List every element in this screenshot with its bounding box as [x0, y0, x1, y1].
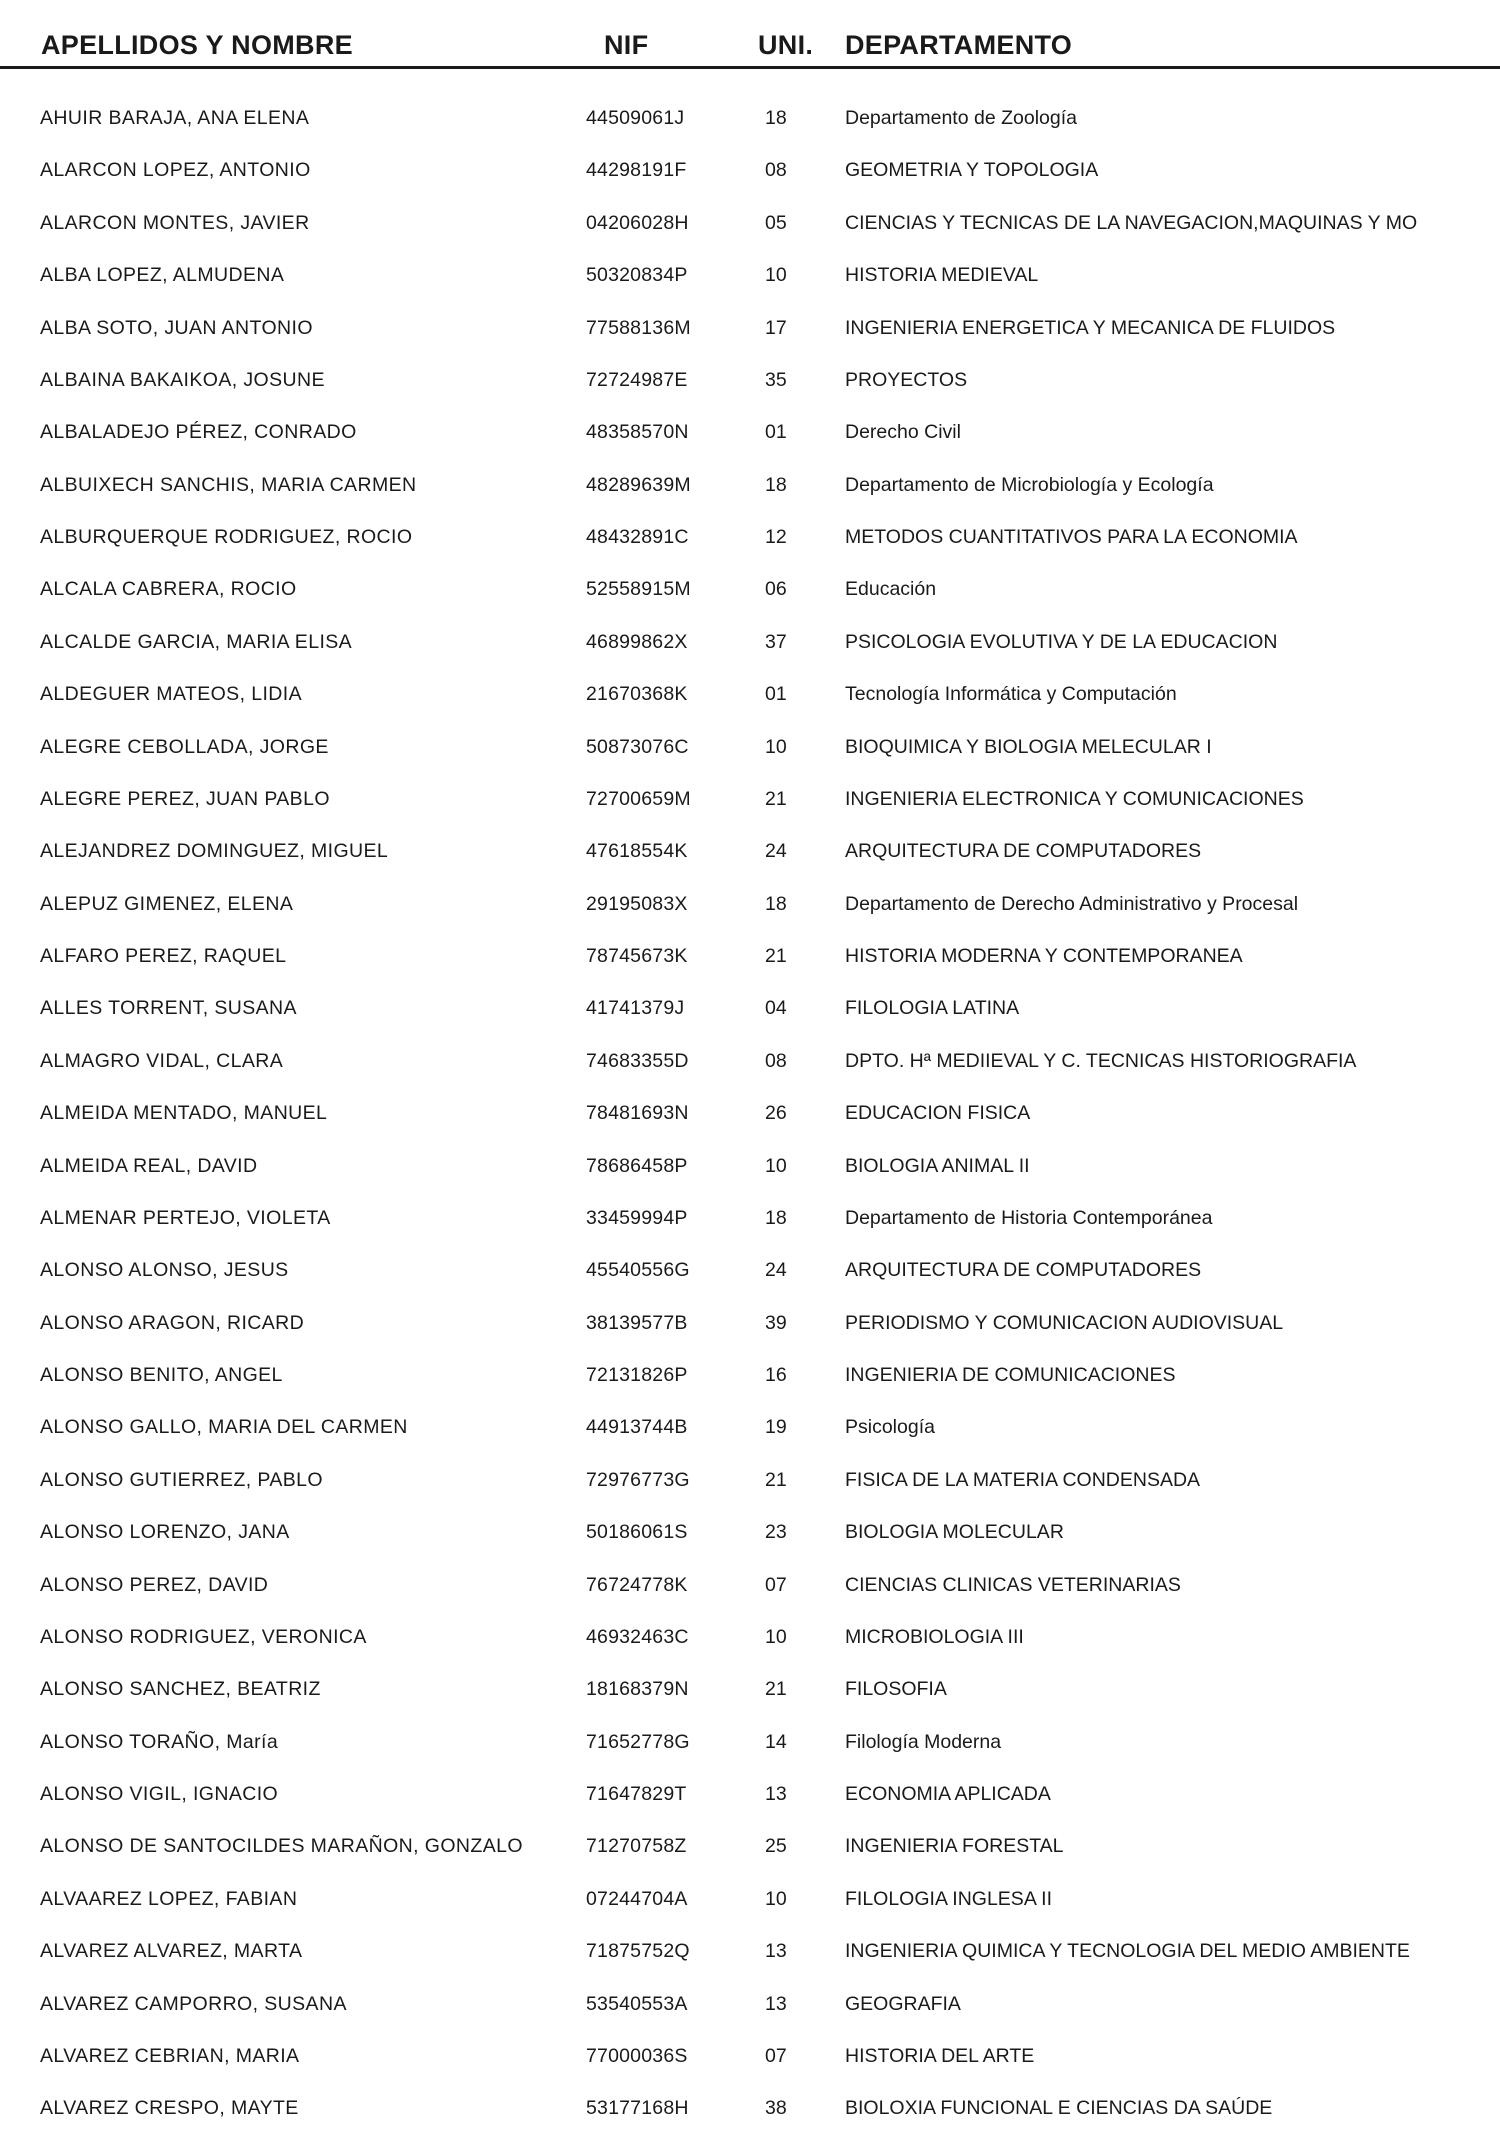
cell-uni: 21 — [765, 1678, 787, 1701]
cell-nif: 74683355D — [586, 1049, 689, 1072]
cell-uni: 18 — [765, 892, 787, 915]
cell-name: ALMEIDA MENTADO, MANUEL — [40, 1102, 328, 1125]
cell-uni: 21 — [765, 787, 787, 810]
cell-name: ALBALADEJO PÉREZ, CONRADO — [40, 421, 357, 444]
table-row — [0, 511, 1500, 563]
cell-department: INGENIERIA ELECTRONICA Y COMUNICACIONES — [845, 787, 1304, 810]
cell-department: PROYECTOS — [845, 368, 968, 391]
cell-department: Derecho Civil — [845, 421, 961, 444]
cell-uni: 25 — [765, 1835, 787, 1858]
cell-name: ALVAREZ ALVAREZ, MARTA — [40, 1940, 303, 1963]
cell-name: ALONSO TORAÑO, María — [40, 1730, 279, 1753]
cell-nif: 18168379N — [586, 1678, 689, 1701]
table-row — [0, 1401, 1500, 1453]
cell-uni: 10 — [765, 1625, 787, 1648]
cell-uni: 37 — [765, 630, 787, 653]
cell-uni: 08 — [765, 159, 787, 182]
cell-nif: 52558915M — [586, 578, 691, 601]
cell-department: Tecnología Informática y Computación — [845, 683, 1177, 706]
table-row — [0, 1454, 1500, 1506]
cell-nif: 72724987E — [586, 368, 688, 391]
cell-name: ALBUIXECH SANCHIS, MARIA CARMEN — [40, 473, 417, 496]
cell-uni: 08 — [765, 1049, 787, 1072]
cell-name: ALVAREZ CRESPO, MAYTE — [40, 2097, 299, 2120]
cell-uni: 10 — [765, 264, 787, 287]
cell-uni: 16 — [765, 1364, 787, 1386]
cell-uni: 14 — [765, 1730, 787, 1753]
cell-name: AHUIR BARAJA, ANA ELENA — [40, 107, 310, 129]
cell-nif: 78686458P — [586, 1154, 688, 1177]
table-row — [0, 1978, 1500, 2030]
cell-uni: 35 — [765, 368, 787, 391]
cell-nif: 50320834P — [586, 264, 688, 287]
cell-name: ALMEIDA REAL, DAVID — [40, 1154, 258, 1177]
cell-department: FILOSOFIA — [845, 1678, 947, 1701]
cell-department: PERIODISMO Y COMUNICACION AUDIOVISUAL — [845, 1311, 1284, 1334]
cell-uni: 07 — [765, 1573, 787, 1596]
cell-nif: 04206028H — [586, 211, 689, 234]
cell-uni: 01 — [765, 683, 787, 706]
table-row — [0, 721, 1500, 773]
cell-name: ALLES TORRENT, SUSANA — [40, 997, 297, 1020]
cell-department: Psicología — [845, 1416, 935, 1439]
cell-department: CIENCIAS CLINICAS VETERINARIAS — [845, 1573, 1181, 1596]
table-row — [0, 1140, 1500, 1192]
table-row — [0, 2082, 1500, 2134]
cell-department: HISTORIA MODERNA Y CONTEMPORANEA — [845, 945, 1243, 967]
table-row — [0, 1087, 1500, 1139]
cell-name: ALONSO DE SANTOCILDES MARAÑON, GONZALO — [40, 1835, 523, 1858]
table-row — [0, 92, 1500, 144]
cell-uni: 26 — [765, 1102, 787, 1125]
cell-name: ALONSO ALONSO, JESUS — [40, 1259, 289, 1282]
cell-department: ARQUITECTURA DE COMPUTADORES — [845, 840, 1202, 863]
table-row — [0, 930, 1500, 982]
table-row — [0, 1925, 1500, 1977]
table-row — [0, 1349, 1500, 1401]
cell-nif: 72700659M — [586, 787, 691, 810]
cell-name: ALVAAREZ LOPEZ, FABIAN — [40, 1887, 298, 1910]
table-row — [0, 1611, 1500, 1663]
table-row — [0, 563, 1500, 615]
cell-nif: 48358570N — [586, 421, 689, 444]
cell-department: BIOLOXIA FUNCIONAL E CIENCIAS DA SAÚDE — [845, 2097, 1273, 2120]
cell-department: BIOLOGIA MOLECULAR — [845, 1521, 1064, 1544]
cell-uni: 06 — [765, 578, 787, 601]
cell-department: ARQUITECTURA DE COMPUTADORES — [845, 1259, 1202, 1282]
cell-uni: 19 — [765, 1416, 787, 1439]
header-name: APELLIDOS Y NOMBRE — [41, 30, 353, 60]
cell-department: CIENCIAS Y TECNICAS DE LA NAVEGACION,MAQUINAS Y MO — [845, 211, 1418, 234]
table-row — [0, 773, 1500, 825]
cell-department: BIOQUIMICA Y BIOLOGIA MELECULAR I — [845, 735, 1212, 758]
cell-department: FILOLOGIA INGLESA II — [845, 1887, 1052, 1910]
cell-name: ALONSO RODRIGUEZ, VERONICA — [40, 1625, 367, 1648]
table-row — [0, 1244, 1500, 1296]
cell-department: Filología Moderna — [845, 1730, 1002, 1753]
cell-nif: 38139577B — [586, 1311, 688, 1334]
cell-nif: 33459994P — [586, 1206, 688, 1229]
table-row — [0, 354, 1500, 406]
cell-name: ALONSO GALLO, MARIA DEL CARMEN — [40, 1416, 408, 1439]
cell-name: ALMAGRO VIDAL, CLARA — [40, 1049, 284, 1072]
cell-department: BIOLOGIA ANIMAL II — [845, 1154, 1030, 1177]
cell-uni: 12 — [765, 526, 787, 548]
cell-nif: 53177168H — [586, 2097, 689, 2120]
cell-name: ALBURQUERQUE RODRIGUEZ, ROCIO — [40, 526, 413, 548]
cell-name: ALONSO GUTIERREZ, PABLO — [40, 1468, 323, 1491]
cell-department: GEOGRAFIA — [845, 1992, 961, 2015]
cell-nif: 72976773G — [586, 1468, 690, 1491]
cell-name: ALFARO PEREZ, RAQUEL — [40, 945, 287, 967]
table-row — [0, 1820, 1500, 1872]
table-row — [0, 1716, 1500, 1768]
cell-nif: 50873076C — [586, 735, 689, 758]
cell-name: ALEGRE PEREZ, JUAN PABLO — [40, 787, 330, 810]
cell-nif: 71270758Z — [586, 1835, 687, 1858]
cell-uni: 21 — [765, 1468, 787, 1491]
header-uni: UNI. — [758, 30, 814, 60]
cell-uni: 18 — [765, 107, 787, 129]
cell-nif: 50186061S — [586, 1521, 688, 1544]
cell-nif: 48432891C — [586, 526, 689, 548]
cell-department: DPTO. Hª MEDIIEVAL Y C. TECNICAS HISTORIOGRAFIA — [845, 1049, 1357, 1072]
cell-nif: 44509061J — [586, 107, 685, 129]
cell-name: ALVAREZ CAMPORRO, SUSANA — [40, 1992, 347, 2015]
cell-department: FILOLOGIA LATINA — [845, 997, 1020, 1020]
cell-name: ALBA LOPEZ, ALMUDENA — [40, 264, 285, 287]
cell-department: MICROBIOLOGIA III — [845, 1625, 1024, 1648]
cell-department: Educación — [845, 578, 937, 601]
cell-nif: 21670368K — [586, 683, 688, 706]
cell-name: ALEJANDREZ DOMINGUEZ, MIGUEL — [40, 840, 389, 863]
cell-department: INGENIERIA DE COMUNICACIONES — [845, 1364, 1176, 1386]
cell-nif: 76724778K — [586, 1573, 688, 1596]
cell-uni: 13 — [765, 1783, 787, 1805]
table-row — [0, 1192, 1500, 1244]
cell-nif: 77000036S — [586, 2044, 688, 2067]
cell-uni: 24 — [765, 1259, 787, 1282]
cell-department: PSICOLOGIA EVOLUTIVA Y DE LA EDUCACION — [845, 630, 1278, 653]
table-row — [0, 249, 1500, 301]
cell-nif: 45540556G — [586, 1259, 690, 1282]
cell-department: FISICA DE LA MATERIA CONDENSADA — [845, 1468, 1201, 1491]
cell-department: Departamento de Zoología — [845, 107, 1077, 129]
cell-name: ALEGRE CEBOLLADA, JORGE — [40, 735, 329, 758]
table-row — [0, 878, 1500, 930]
cell-nif: 44298191F — [586, 159, 687, 182]
cell-nif: 77588136M — [586, 316, 691, 339]
cell-uni: 13 — [765, 1992, 787, 2015]
cell-name: ALARCON MONTES, JAVIER — [40, 211, 310, 234]
cell-name: ALBA SOTO, JUAN ANTONIO — [40, 316, 313, 339]
cell-nif: 71647829T — [586, 1783, 687, 1805]
cell-name: ALMENAR PERTEJO, VIOLETA — [40, 1206, 331, 1229]
cell-uni: 23 — [765, 1521, 787, 1544]
cell-uni: 07 — [765, 2044, 787, 2067]
table-row — [0, 197, 1500, 249]
cell-department: Departamento de Microbiología y Ecología — [845, 473, 1214, 496]
cell-department: Departamento de Historia Contemporánea — [845, 1206, 1213, 1229]
table-row — [0, 144, 1500, 196]
table-row — [0, 668, 1500, 720]
table-row — [0, 1559, 1500, 1611]
cell-name: ALONSO PEREZ, DAVID — [40, 1573, 269, 1596]
cell-nif: 29195083X — [586, 892, 688, 915]
table-row — [0, 1035, 1500, 1087]
cell-uni: 01 — [765, 421, 787, 444]
header-nif: NIF — [604, 30, 649, 60]
cell-name: ALBAINA BAKAIKOA, JOSUNE — [40, 368, 325, 391]
cell-uni: 18 — [765, 1206, 787, 1229]
cell-nif: 44913744B — [586, 1416, 688, 1439]
cell-department: HISTORIA MEDIEVAL — [845, 264, 1039, 287]
header-divider — [0, 66, 1500, 69]
cell-name: ALCALA CABRERA, ROCIO — [40, 578, 297, 601]
cell-department: GEOMETRIA Y TOPOLOGIA — [845, 159, 1099, 182]
cell-department: ECONOMIA APLICADA — [845, 1783, 1051, 1805]
table-row — [0, 1768, 1500, 1820]
cell-nif: 78481693N — [586, 1102, 689, 1125]
header-department: DEPARTAMENTO — [845, 30, 1073, 60]
table-row — [0, 459, 1500, 511]
cell-name: ALONSO SANCHEZ, BEATRIZ — [40, 1678, 321, 1701]
cell-department: INGENIERIA FORESTAL — [845, 1835, 1064, 1858]
table-row — [0, 2030, 1500, 2082]
cell-department: Departamento de Derecho Administrativo y Procesal — [845, 892, 1299, 915]
cell-name: ALARCON LOPEZ, ANTONIO — [40, 159, 311, 182]
cell-name: ALCALDE GARCIA, MARIA ELISA — [40, 630, 353, 653]
cell-uni: 24 — [765, 840, 787, 863]
cell-nif: 41741379J — [586, 997, 685, 1020]
table-row — [0, 302, 1500, 354]
cell-uni: 10 — [765, 1154, 787, 1177]
table-row — [0, 406, 1500, 458]
cell-uni: 13 — [765, 1940, 787, 1963]
cell-nif: 71875752Q — [586, 1940, 690, 1963]
cell-name: ALEPUZ GIMENEZ, ELENA — [40, 892, 294, 915]
cell-uni: 38 — [765, 2097, 787, 2120]
table-body — [0, 92, 1500, 2135]
cell-department: INGENIERIA QUIMICA Y TECNOLOGIA DEL MEDIO AMBIENTE — [845, 1940, 1410, 1963]
cell-nif: 53540553A — [586, 1992, 688, 2015]
cell-uni: 21 — [765, 945, 787, 967]
table-row — [0, 1873, 1500, 1925]
cell-uni: 17 — [765, 316, 787, 339]
cell-name: ALVAREZ CEBRIAN, MARIA — [40, 2044, 300, 2067]
table-header — [0, 0, 1500, 70]
table-row — [0, 1297, 1500, 1349]
cell-name: ALONSO ARAGON, RICARD — [40, 1311, 305, 1334]
cell-nif: 07244704A — [586, 1887, 688, 1910]
cell-uni: 04 — [765, 997, 787, 1020]
cell-department: INGENIERIA ENERGETICA Y MECANICA DE FLUIDOS — [845, 316, 1336, 339]
table-row — [0, 1663, 1500, 1715]
cell-nif: 47618554K — [586, 840, 688, 863]
table-row — [0, 982, 1500, 1034]
cell-nif: 46899862X — [586, 630, 688, 653]
cell-nif: 48289639M — [586, 473, 691, 496]
cell-uni: 05 — [765, 211, 787, 234]
table-row — [0, 616, 1500, 668]
cell-uni: 39 — [765, 1311, 787, 1334]
cell-nif: 78745673K — [586, 945, 688, 967]
cell-nif: 46932463C — [586, 1625, 689, 1648]
cell-department: EDUCACION FISICA — [845, 1102, 1031, 1125]
cell-name: ALONSO VIGIL, IGNACIO — [40, 1783, 279, 1805]
table-row — [0, 1506, 1500, 1558]
cell-department: HISTORIA DEL ARTE — [845, 2044, 1035, 2067]
cell-uni: 18 — [765, 473, 787, 496]
cell-name: ALDEGUER MATEOS, LIDIA — [40, 683, 302, 706]
cell-uni: 10 — [765, 1887, 787, 1910]
cell-department: METODOS CUANTITATIVOS PARA LA ECONOMIA — [845, 526, 1298, 548]
cell-nif: 71652778G — [586, 1730, 690, 1753]
cell-name: ALONSO BENITO, ANGEL — [40, 1364, 283, 1386]
cell-nif: 72131826P — [586, 1364, 688, 1386]
cell-uni: 10 — [765, 735, 787, 758]
table-row — [0, 825, 1500, 877]
cell-name: ALONSO LORENZO, JANA — [40, 1521, 290, 1544]
